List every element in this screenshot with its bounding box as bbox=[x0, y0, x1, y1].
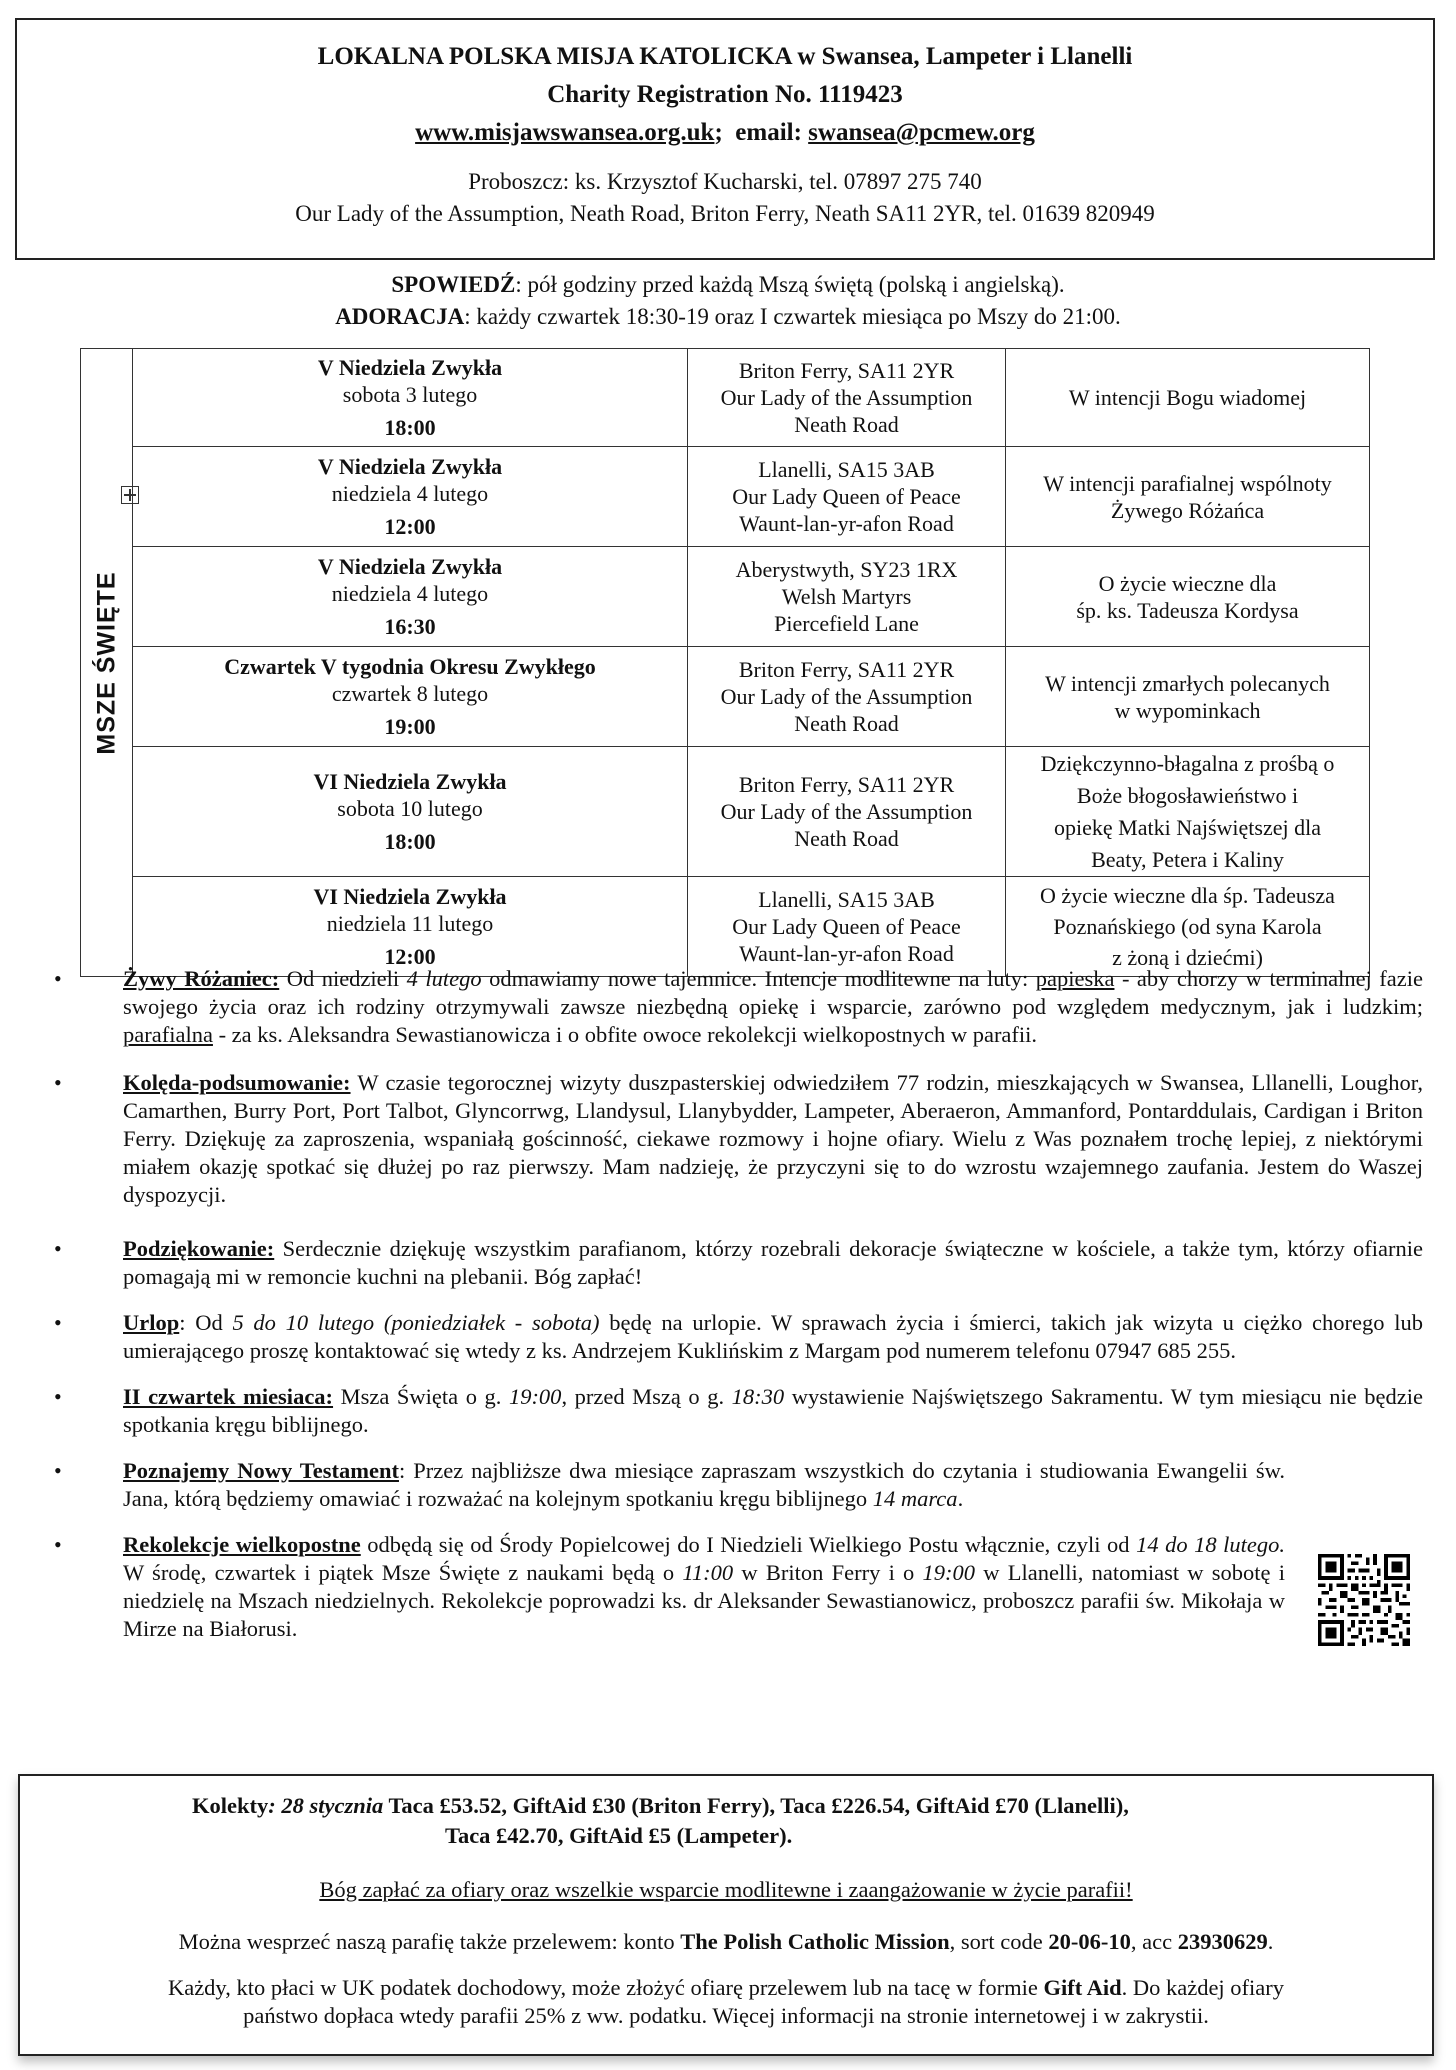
table-row bbox=[81, 877, 1370, 977]
intention-line: Beaty, Petera i Kaliny bbox=[1091, 846, 1284, 872]
text-span: Serdecznie dziękuję wszystkim parafianom, którzy rozebrali dekoracje świąteczne w kościele, a także tym, którzy ofiarnie pomagają mi w remoncie kuchni na plebanii. Bóg zapłać! bbox=[123, 1236, 1423, 1289]
text-span: Można wesprzeć naszą parafię także przelewem: konto bbox=[178, 1929, 681, 1954]
bullet: • bbox=[54, 1384, 62, 1409]
announcement-text bbox=[123, 1235, 1423, 1291]
text-span: W czasie tegorocznej wizyty duszpasterskiej odwiedziłem 77 rodzin, mieszkających w Swansea, Lllanelli, Loughor, Camarthen, Burry Port, Port Talbot, Glyncorrwg, Llandysul, Llanybydder, Lampeter, Aberaeron, Ammanford, Pontarddulais, Cardigan i Briton Ferry. Dziękuję za zaproszenia, wspaniałą gościnność, ciekawe rozmowy i hojne ofiary. Wielu z Was poznałem trochę lepiej, z niektórymi miałem okazję spotkać się dłużej po raz pierwszy. Mam nadzieję, że przyczyni się to do wzrostu wzajemnego zaufania. Jestem do Waszej dyspozycji. bbox=[123, 1070, 1423, 1207]
mass-time: 12:00 bbox=[384, 944, 436, 969]
intention-line: śp. ks. Tadeusza Kordysa bbox=[1076, 597, 1299, 623]
mass-name: VI Niedziela Zwykła bbox=[313, 769, 507, 794]
text-em: 5 do 10 lutego (poniedziałek - sobota) bbox=[232, 1310, 600, 1335]
item-title: Kolęda-podsumowanie: bbox=[123, 1070, 351, 1095]
location-line: Our Lady of the Assumption bbox=[720, 684, 973, 709]
item-title: Rekolekcje wielkopostne bbox=[123, 1532, 361, 1557]
confession-text: : pół godziny przed każdą Mszą świętą (polską i angielską). bbox=[515, 272, 1065, 297]
bullet: • bbox=[54, 1458, 62, 1483]
mass-name: V Niedziela Zwykła bbox=[317, 454, 503, 479]
mass-cell bbox=[133, 547, 688, 647]
mass-time: 12:00 bbox=[384, 514, 436, 539]
location-line: Neath Road bbox=[794, 412, 899, 437]
gift-aid-line-1 bbox=[20, 1974, 1432, 2002]
item-title: Podziękowanie: bbox=[123, 1236, 275, 1261]
table-row bbox=[81, 547, 1370, 647]
adoration-line bbox=[0, 304, 1456, 330]
text-span: w Llanelli, natomiast w sobotę i niedzielę na Mszach niedzielnych. Rekolekcje poprowadzi ks. dr Aleksander Sewastianowicz, proboszcz parafii św. Mikołaja w Mirze na Białorusi. bbox=[123, 1560, 1286, 1641]
collections-amounts: Taca £53.52, GiftAid £30 (Briton Ferry), Taca £226.54, GiftAid £70 (Llanelli), bbox=[383, 1793, 1129, 1818]
intention-line: Poznańskiego (od syna Karola bbox=[1053, 914, 1322, 939]
location-line: Briton Ferry, SA11 2YR bbox=[738, 772, 955, 797]
intention-line: O życie wieczne dla bbox=[1098, 570, 1277, 596]
text-span: : Przez najbliższe dwa miesiące zapraszam wszystkich do czytania i studiowania Ewangelii św. Jana, którą będziemy omawiać i rozważać na kolejnym spotkaniu kręgu biblijnego bbox=[123, 1458, 1285, 1511]
text-span: , sort code bbox=[949, 1929, 1049, 1954]
sort-code: 20-06-10 bbox=[1048, 1929, 1131, 1954]
location-line: Llanelli, SA15 3AB bbox=[758, 457, 935, 482]
text-span: wystawienie Najświętszego Sakramentu. W tym miesiącu nie będzie spotkania kręgu biblijnego. bbox=[123, 1384, 1423, 1437]
mass-time: 19:00 bbox=[384, 714, 436, 739]
text-span: , acc bbox=[1130, 1929, 1178, 1954]
confession-label: SPOWIEDŹ bbox=[391, 272, 516, 297]
mission-title: LOKALNA POLSKA MISJA KATOLICKA w Swansea, Lampeter i Llanelli bbox=[317, 43, 1133, 70]
text-span: . bbox=[957, 1486, 964, 1511]
location-line: Llanelli, SA15 3AB bbox=[758, 887, 935, 912]
mass-schedule-table bbox=[80, 348, 1370, 977]
list-item bbox=[0, 1309, 1456, 1365]
intention-line: z żoną i dziećmi) bbox=[1112, 945, 1263, 970]
table-row bbox=[81, 447, 1370, 547]
list-item bbox=[0, 1457, 1456, 1513]
intention-line: opiekę Matki Najświętszej dla bbox=[1054, 814, 1321, 840]
email-label: email: bbox=[735, 119, 802, 146]
mass-time: 18:00 bbox=[384, 415, 436, 440]
confession-line bbox=[0, 272, 1456, 298]
text-em: 18:30 bbox=[731, 1384, 785, 1409]
intention-line: Dziękczynno-błagalna z prośbą o bbox=[1040, 750, 1335, 776]
text-em: 19:00 bbox=[922, 1560, 976, 1585]
intention-cell bbox=[1006, 747, 1370, 877]
location-line: Our Lady of the Assumption bbox=[720, 385, 973, 410]
text-span: . bbox=[1267, 1929, 1274, 1954]
location-line: Waunt-lan-yr-afon Road bbox=[739, 941, 954, 966]
mass-name: V Niedziela Zwykła bbox=[317, 355, 503, 380]
intention-cell bbox=[1006, 349, 1370, 447]
contact-line: www.misjawswansea.org.uk; email: swansea@pcmew.org bbox=[415, 119, 1035, 146]
location-line: Waunt-lan-yr-afon Road bbox=[739, 511, 954, 536]
location-cell bbox=[688, 547, 1006, 647]
masses-side-label: MSZE ŚWIĘTE bbox=[92, 570, 120, 755]
announcement-text bbox=[123, 1069, 1423, 1209]
text-span: w Briton Ferry i o bbox=[733, 1560, 923, 1585]
location-line: Neath Road bbox=[794, 826, 899, 851]
collections-amounts-2: Taca £42.70, GiftAid £5 (Lampeter). bbox=[445, 1823, 793, 1848]
announcements-list bbox=[0, 965, 1456, 1643]
list-item bbox=[0, 1235, 1456, 1291]
intention-cell bbox=[1006, 877, 1370, 977]
charity-registration: Charity Registration No. 1119423 bbox=[547, 81, 903, 108]
qr-code-icon[interactable] bbox=[1318, 1554, 1410, 1646]
table-row bbox=[81, 349, 1370, 447]
intention-line: O życie wieczne dla śp. Tadeusza bbox=[1040, 883, 1335, 908]
table-row bbox=[81, 747, 1370, 877]
item-title: Poznajemy Nowy Testament bbox=[123, 1458, 399, 1483]
text-span: , przed Mszą o g. bbox=[561, 1384, 732, 1409]
table-row bbox=[81, 647, 1370, 747]
mass-cell bbox=[133, 447, 688, 547]
text-span: Msza Święta o g. bbox=[333, 1384, 509, 1409]
mass-date: niedziela 11 lutego bbox=[326, 911, 494, 936]
location-line: Our Lady Queen of Peace bbox=[732, 914, 961, 939]
location-line: Piercefield Lane bbox=[774, 611, 919, 636]
location-cell bbox=[688, 349, 1006, 447]
intention-line: W intencji zmarłych polecanych bbox=[1045, 670, 1330, 696]
website-link[interactable]: www.misjawswansea.org.uk bbox=[415, 119, 715, 146]
pastor-line: Proboszcz: ks. Krzysztof Kucharski, tel. 07897 275 740 bbox=[468, 169, 982, 194]
text-em: 19:00 bbox=[508, 1384, 562, 1409]
adoration-label: ADORACJA bbox=[335, 304, 465, 329]
text-em: 11:00 bbox=[682, 1560, 734, 1585]
text-span: odbędą się od Środy Popielcowej do I Niedzieli Wielkiego Postu włącznie, czyli od bbox=[360, 1532, 1137, 1557]
mass-time: 16:30 bbox=[384, 614, 436, 639]
intention-line: w wypominkach bbox=[1114, 697, 1261, 723]
text-span: - aby chorzy w terminalnej fazie swojego życia oraz ich rodziny otrzymywali zawsze niezbędną opiekę i wsparcie, zarówno pod względem medycznym, jak i ludzkim; bbox=[123, 966, 1423, 1019]
location-cell bbox=[688, 447, 1006, 547]
gift-aid-line-2: państwo dopłaca wtedy parafii 25% z ww. podatku. Więcej informacji na stronie internetowej i w zakrystii. bbox=[243, 2003, 1209, 2028]
announcement-text bbox=[123, 1383, 1423, 1439]
text-em: 14 do 18 lutego. bbox=[1136, 1532, 1285, 1557]
announcement-text bbox=[123, 1309, 1423, 1365]
bullet: • bbox=[54, 1236, 62, 1261]
adoration-text: : każdy czwartek 18:30-19 oraz I czwartek miesiąca po Mszy do 21:00. bbox=[464, 304, 1121, 329]
text-span: W środę, czwartek i piątek Msze Święte z naukami będą o bbox=[123, 1560, 683, 1585]
text-span: Każdy, kto płaci w UK podatek dochodowy, może złożyć ofiarę przelewem lub na tacę w formie bbox=[167, 1975, 1044, 2000]
mass-cell bbox=[133, 647, 688, 747]
location-line: Briton Ferry, SA11 2YR bbox=[738, 657, 955, 682]
account-name: The Polish Catholic Mission bbox=[680, 1929, 950, 1954]
collections-box bbox=[18, 1774, 1434, 2056]
mass-name: V Niedziela Zwykła bbox=[317, 554, 503, 579]
text-span: . Do każdej ofiary bbox=[1121, 1975, 1285, 2000]
collections-line-1 bbox=[192, 1792, 1129, 1820]
text-underline: papieska bbox=[1035, 966, 1115, 991]
mass-time: 18:00 bbox=[384, 829, 436, 854]
location-line: Briton Ferry, SA11 2YR bbox=[738, 358, 955, 383]
bullet: • bbox=[54, 1070, 62, 1095]
mass-name: Czwartek V tygodnia Okresu Zwykłego bbox=[224, 654, 596, 679]
mass-cell bbox=[133, 349, 688, 447]
intention-line: W intencji parafialnej wspólnoty bbox=[1043, 470, 1332, 496]
account-number: 23930629 bbox=[1177, 1929, 1268, 1954]
location-line: Our Lady of the Assumption bbox=[720, 799, 973, 824]
list-item bbox=[0, 965, 1456, 1049]
mass-name: VI Niedziela Zwykła bbox=[313, 884, 507, 909]
location-line: Welsh Martyrs bbox=[781, 584, 912, 609]
list-item bbox=[0, 1069, 1456, 1209]
location-cell bbox=[688, 747, 1006, 877]
item-title: Żywy Różaniec: bbox=[123, 966, 280, 991]
location-line: Aberystwyth, SY23 1RX bbox=[735, 557, 958, 582]
location-cell bbox=[688, 647, 1006, 747]
announcement-text bbox=[123, 965, 1423, 1049]
text-em: 4 lutego bbox=[406, 966, 482, 991]
location-cell bbox=[688, 877, 1006, 977]
collections-line-2 bbox=[445, 1822, 792, 1850]
mass-cell bbox=[133, 747, 688, 877]
collections-date: : 28 stycznia bbox=[268, 1793, 384, 1818]
text-em: 14 marca bbox=[872, 1486, 958, 1511]
intention-cell bbox=[1006, 547, 1370, 647]
gift-aid-label: Gift Aid bbox=[1043, 1975, 1122, 2000]
intention-cell bbox=[1006, 647, 1370, 747]
announcement-text bbox=[123, 1457, 1285, 1513]
list-item bbox=[0, 1531, 1456, 1643]
side-label-cell bbox=[81, 349, 133, 977]
mass-date: niedziela 4 lutego bbox=[331, 581, 489, 606]
header-box bbox=[15, 18, 1435, 260]
bullet: • bbox=[54, 966, 62, 991]
bullet: • bbox=[54, 1310, 62, 1335]
email-link[interactable]: swansea@pcmew.org bbox=[808, 119, 1035, 146]
intention-cell bbox=[1006, 447, 1370, 547]
mass-cell bbox=[133, 877, 688, 977]
text-span: - za ks. Aleksandra Sewastianowicza i o obfite owoce rekolekcji wielkopostnych w parafii. bbox=[212, 1022, 1038, 1047]
text-span: będę na urlopie. W sprawach życia i śmierci, takich jak wizyta u ciężko chorego lub umierającego proszę kontaktować się wtedy z ks. Andrzejem Kuklińskim z Margam pod numerem telefonu 07947 685 255. bbox=[123, 1310, 1423, 1363]
mass-date: czwartek 8 lutego bbox=[331, 681, 489, 706]
mass-date: sobota 10 lutego bbox=[337, 796, 483, 821]
text-span: odmawiamy nowe tajemnice. Intencje modlitewne na luty: bbox=[481, 966, 1036, 991]
location-line: Neath Road bbox=[794, 711, 899, 736]
item-title: Urlop bbox=[123, 1310, 180, 1335]
thanks-line: Bóg zapłać za ofiary oraz wszelkie wsparcie modlitewne i zaangażowanie w życie parafii! bbox=[319, 1877, 1133, 1902]
mass-date: niedziela 4 lutego bbox=[331, 481, 489, 506]
text-underline: parafialna bbox=[123, 1022, 213, 1047]
intention-line: W intencji Bogu wiadomej bbox=[1068, 385, 1307, 410]
mass-date: sobota 3 lutego bbox=[342, 382, 478, 407]
text-span: : Od bbox=[179, 1310, 233, 1335]
intention-line: Żywego Różańca bbox=[1110, 497, 1265, 523]
intention-line: Boże błogosławieństwo i bbox=[1076, 782, 1299, 808]
item-title: II czwartek miesiaca: bbox=[123, 1384, 334, 1409]
list-item bbox=[0, 1383, 1456, 1439]
bullet: • bbox=[54, 1532, 62, 1557]
location-line: Our Lady Queen of Peace bbox=[732, 484, 961, 509]
address-line: Our Lady of the Assumption, Neath Road, Briton Ferry, Neath SA11 2YR, tel. 01639 820949 bbox=[295, 201, 1155, 226]
collections-label: Kolekty bbox=[192, 1793, 269, 1818]
text-span: Od niedzieli bbox=[279, 966, 407, 991]
table-expand-icon[interactable] bbox=[121, 486, 139, 504]
announcement-text bbox=[123, 1531, 1285, 1643]
bank-transfer-line bbox=[20, 1928, 1432, 1956]
